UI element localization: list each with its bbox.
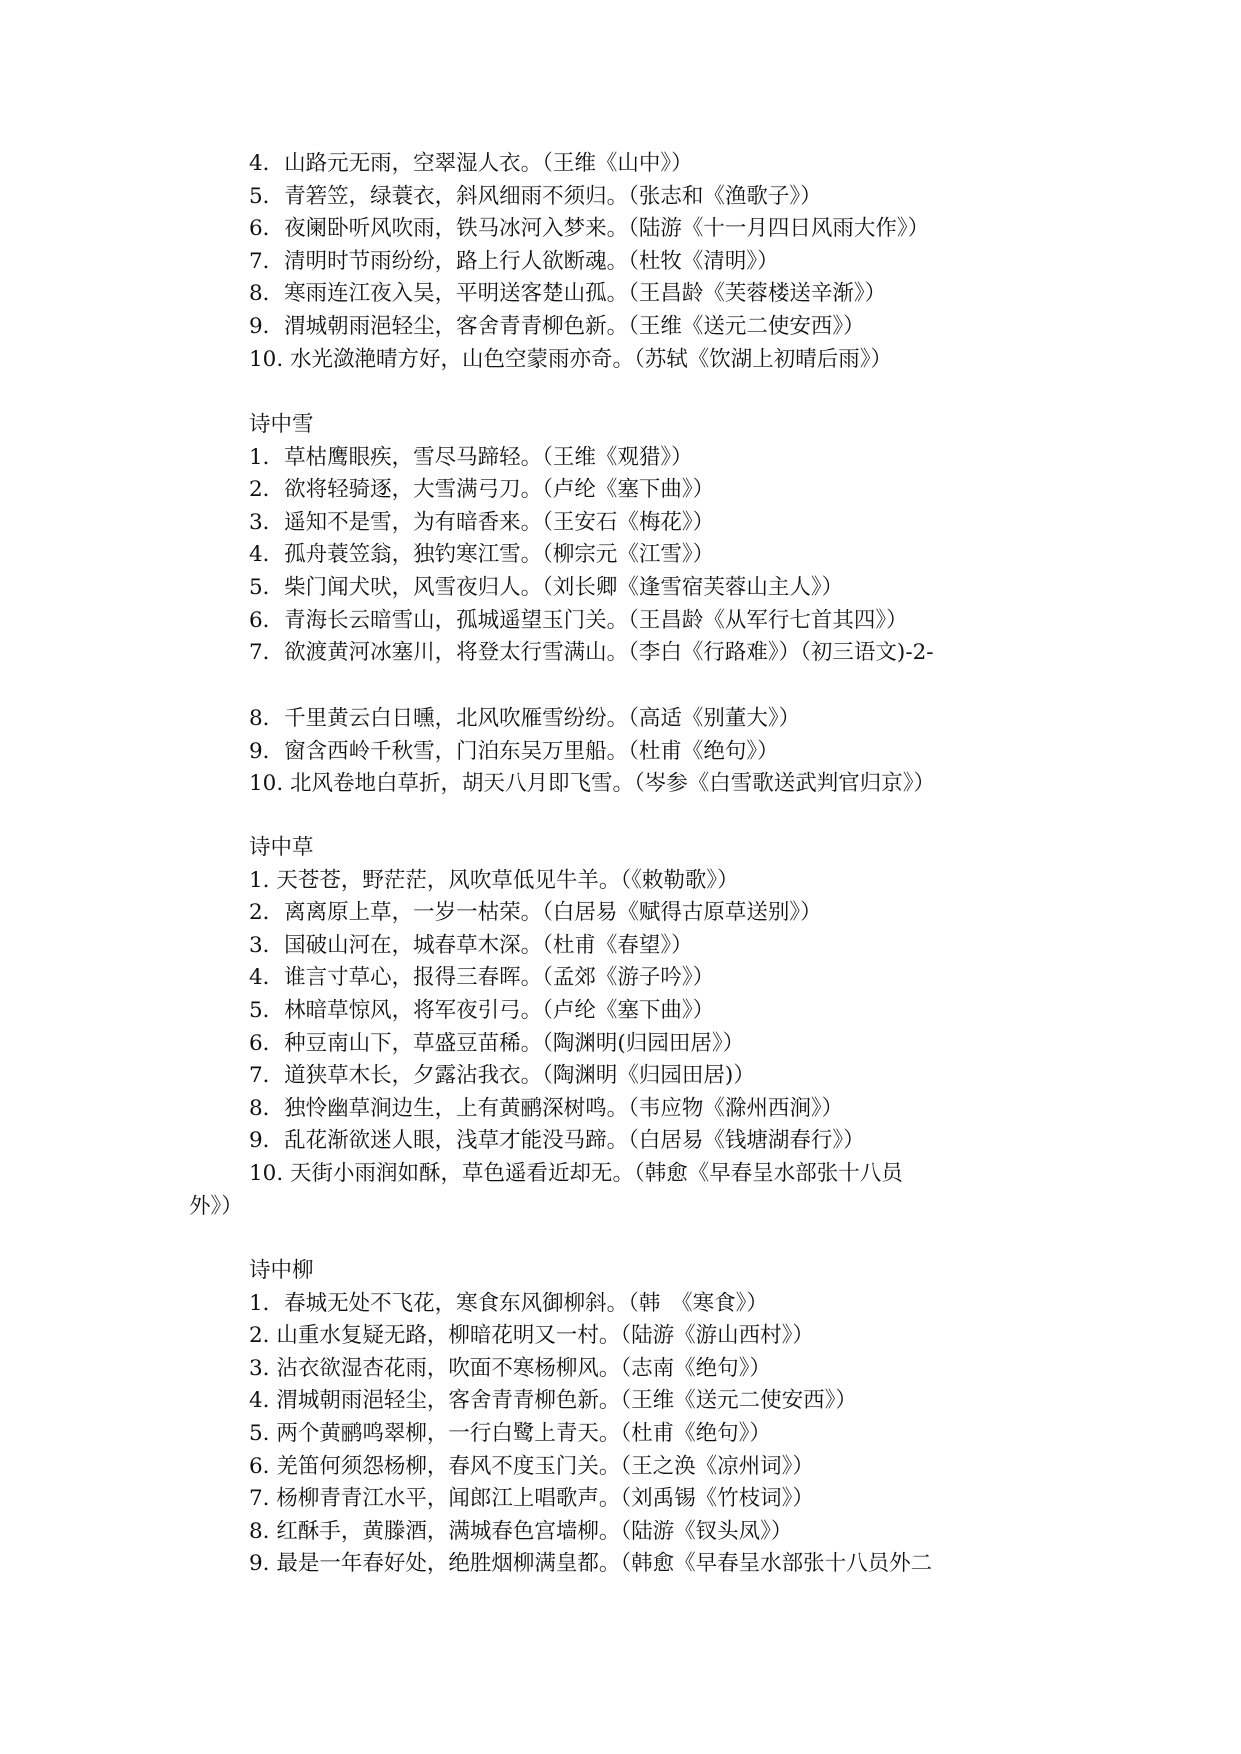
poem-line: 3. 沾衣欲湿杏花雨，吹面不寒杨柳风。（志南《绝句》） bbox=[249, 1355, 771, 1381]
poem-line: 9．乱花渐欲迷人眼，浅草才能没马蹄。（白居易《钱塘湖春行》） bbox=[249, 1128, 865, 1154]
poem-line: 7．欲渡黄河冰塞川，将登太行雪满山。（李白《行路难》）（初三语文)-2- bbox=[249, 640, 934, 666]
poem-line: 5．青箬笠，绿蓑衣，斜风细雨不须归。（张志和《渔歌子》） bbox=[249, 183, 822, 209]
poem-line: 4．孤舟蓑笠翁，独钓寒江雪。（柳宗元《江雪》） bbox=[249, 542, 715, 568]
willow-section bbox=[249, 1255, 1149, 1581]
poem-line: 4．山路元无雨，空翠湿人衣。（王维《山中》） bbox=[249, 151, 693, 176]
poem-line: 9．渭城朝雨浥轻尘，客舍青青柳色新。（王维《送元二使安西》） bbox=[249, 313, 865, 339]
poem-line: 4．谁言寸草心，报得三春晖。（孟郊《游子吟》） bbox=[249, 965, 715, 991]
poem-line: 7．清明时节雨纷纷，路上行人欲断魂。（杜牧《清明》） bbox=[249, 248, 779, 274]
rain-poems-list bbox=[249, 148, 1149, 376]
section-title-grass: 诗中草 bbox=[249, 835, 314, 860]
poem-line: 2. 山重水复疑无路，柳暗花明又一村。（陆游《游山西村》） bbox=[249, 1323, 814, 1349]
poem-line-wrap: 外》） bbox=[189, 1193, 243, 1219]
snow-section-continued bbox=[249, 703, 1149, 801]
grass-section bbox=[189, 832, 1149, 1223]
poem-line: 4. 渭城朝雨浥轻尘，客舍青青柳色新。（王维《送元二使安西》） bbox=[249, 1388, 857, 1414]
poem-line: 3．遥知不是雪，为有暗香来。（王安石《梅花》） bbox=[249, 509, 715, 535]
poem-line: 6. 羌笛何须怨杨柳，春风不度玉门关。（王之涣《凉州词》） bbox=[249, 1453, 814, 1479]
poem-line: 1．春城无处不飞花，寒食东风御柳斜。（韩 《寒食》） bbox=[249, 1290, 768, 1316]
poem-line: 8. 红酥手，黄滕酒，满城春色宫墙柳。（陆游《钗头凤》） bbox=[249, 1518, 793, 1544]
poem-line: 2．离离原上草，一岁一枯荣。（白居易《赋得古原草送别》） bbox=[249, 900, 822, 926]
poem-line: 8．寒雨连江夜入吴，平明送客楚山孤。（王昌龄《芙蓉楼送辛渐》） bbox=[249, 281, 887, 307]
snow-section bbox=[249, 409, 1149, 670]
poem-line: 6．种豆南山下，草盛豆苗稀。（陶渊明(归园田居》） bbox=[249, 1030, 745, 1056]
section-title-snow: 诗中雪 bbox=[249, 412, 314, 437]
poem-line: 5．柴门闻犬吠，风雪夜归人。（刘长卿《逢雪宿芙蓉山主人》） bbox=[249, 574, 844, 600]
poem-line: 8．独怜幽草涧边生，上有黄鹂深树鸣。（韦应物《滁州西涧》） bbox=[249, 1095, 844, 1121]
poem-line: 9. 最是一年春好处，绝胜烟柳满皇都。（韩愈《早春呈水部张十八员外二 bbox=[249, 1551, 933, 1577]
poem-line: 1. 天苍苍，野茫茫，风吹草低见牛羊。（《敕勒歌》） bbox=[249, 867, 739, 893]
poem-line: 5. 两个黄鹂鸣翠柳，一行白鹭上青天。（杜甫《绝句》） bbox=[249, 1420, 771, 1446]
poem-line: 7．道狭草木长，夕露沾我衣。（陶渊明《归园田居)） bbox=[249, 1063, 755, 1089]
poem-line: 3．国破山河在，城春草木深。（杜甫《春望》） bbox=[249, 932, 693, 958]
section-title-willow: 诗中柳 bbox=[249, 1258, 314, 1283]
poem-line: 2．欲将轻骑逐，大雪满弓刀。（卢纶《塞下曲》） bbox=[249, 477, 715, 503]
poem-line: 6．青海长云暗雪山，孤城遥望玉门关。（王昌龄《从军行七首其四》） bbox=[249, 607, 908, 633]
poem-line: 6．夜阑卧听风吹雨，铁马冰河入梦来。（陆游《十一月四日风雨大作》） bbox=[249, 216, 930, 242]
poem-line: 1．草枯鹰眼疾，雪尽马蹄轻。（王维《观猎》） bbox=[249, 444, 693, 470]
poem-line: 10. 天街小雨润如酥，草色遥看近却无。（韩愈《早春呈水部张十八员 bbox=[249, 1160, 903, 1186]
poem-line: 7. 杨柳青青江水平，闻郎江上唱歌声。（刘禹锡《竹枝词》） bbox=[249, 1486, 814, 1512]
poem-line: 8．千里黄云白日曛，北风吹雁雪纷纷。（高适《别董大》） bbox=[249, 706, 801, 731]
poem-line: 10. 北风卷地白草折，胡天八月即飞雪。（岑参《白雪歌送武判官归京》） bbox=[249, 771, 936, 797]
poem-line: 10. 水光潋滟晴方好，山色空蒙雨亦奇。（苏轼《饮湖上初晴后雨》） bbox=[249, 346, 893, 372]
poem-line: 9．窗含西岭千秋雪，门泊东吴万里船。（杜甫《绝句》） bbox=[249, 738, 779, 764]
poem-line: 5．林暗草惊风，将军夜引弓。（卢纶《塞下曲》） bbox=[249, 997, 715, 1023]
